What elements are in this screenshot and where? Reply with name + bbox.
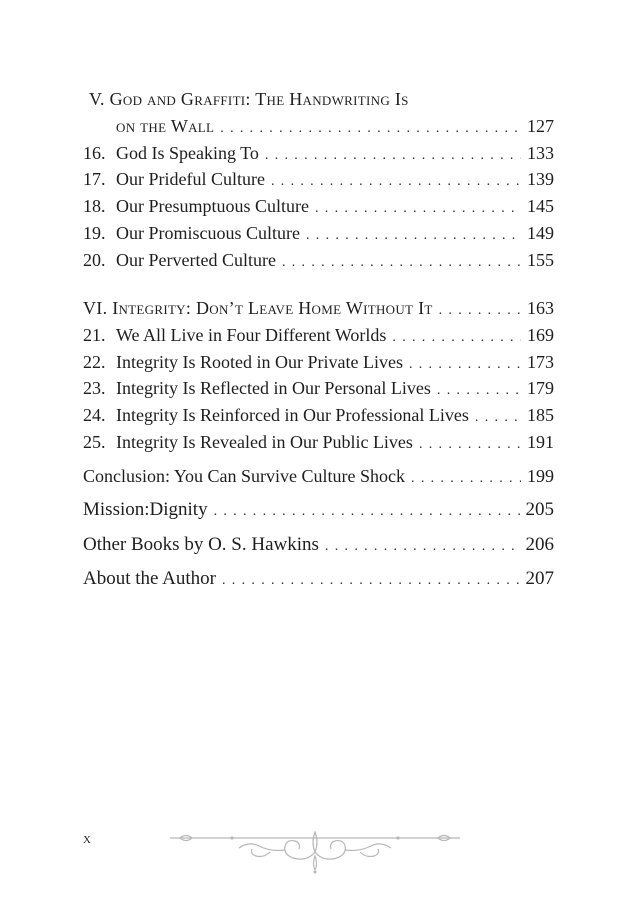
dot-leader xyxy=(439,297,521,322)
toc-entry-other-books[interactable] xyxy=(83,534,554,558)
dot-leader xyxy=(271,168,521,193)
entry-title: Other Books by O. S. Hawkins xyxy=(83,534,319,555)
dot-leader xyxy=(315,195,521,220)
page-number: 139 xyxy=(527,169,554,189)
page-number: 179 xyxy=(527,378,554,398)
dot-leader xyxy=(437,377,521,402)
page-number: 205 xyxy=(525,499,554,520)
page-number: 173 xyxy=(527,352,554,372)
toc-entry-about-author[interactable] xyxy=(83,568,554,592)
chapter-number: 16. xyxy=(83,143,106,163)
toc-entry-20[interactable] xyxy=(83,249,554,274)
page-number: 127 xyxy=(527,116,554,136)
chapter-number: 25. xyxy=(83,432,106,452)
page-number: 206 xyxy=(525,534,554,555)
page-number: 169 xyxy=(527,325,554,345)
toc-entry-conclusion[interactable] xyxy=(83,465,554,490)
chapter-number: 24. xyxy=(83,405,106,425)
chapter-title: Integrity Is Rooted in Our Private Lives xyxy=(116,352,403,372)
dot-leader xyxy=(419,431,521,456)
dot-leader xyxy=(214,499,520,523)
dot-leader xyxy=(265,142,521,167)
toc-entry-18[interactable] xyxy=(83,195,554,220)
dot-leader xyxy=(222,568,520,592)
page-number: 149 xyxy=(527,223,554,243)
page-number: 199 xyxy=(527,466,554,486)
chapter-title: Integrity Is Revealed in Our Public Lives xyxy=(116,432,413,452)
chapter-title: Integrity Is Reflected in Our Personal Lives xyxy=(116,378,431,398)
toc-entry-21[interactable] xyxy=(83,324,554,349)
chapter-title: Our Prideful Culture xyxy=(116,169,265,189)
chapter-title: Our Perverted Culture xyxy=(116,250,276,270)
page-number: 145 xyxy=(527,196,554,216)
chapter-title: Our Presumptuous Culture xyxy=(116,196,309,216)
chapter-title: God Is Speaking To xyxy=(116,143,259,163)
page-number: 163 xyxy=(527,298,554,318)
toc-entry-22[interactable] xyxy=(83,351,554,376)
page-number: 155 xyxy=(527,250,554,270)
chapter-title: We All Live in Four Different Worlds xyxy=(116,325,387,345)
toc-entry-mission-dignity[interactable] xyxy=(83,499,554,523)
chapter-number: 19. xyxy=(83,223,106,243)
entry-title: Mission:Dignity xyxy=(83,499,208,520)
page-number: 133 xyxy=(527,143,554,163)
part-vi-heading[interactable] xyxy=(83,297,554,322)
toc-entry-19[interactable] xyxy=(83,222,554,247)
page-number: 191 xyxy=(527,432,554,452)
chapter-number: 18. xyxy=(83,196,106,216)
chapter-number: 21. xyxy=(83,325,106,345)
part-v-heading-continued[interactable] xyxy=(116,115,554,140)
part-v-title: V. God and Graffiti: The Handwriting Is xyxy=(89,89,409,109)
part-vi-title: VI. Integrity: Don’t Leave Home Without It xyxy=(83,298,433,318)
chapter-title: Our Promiscuous Culture xyxy=(116,223,300,243)
page-number: 207 xyxy=(525,568,554,589)
dot-leader xyxy=(409,351,521,376)
part-v-heading xyxy=(89,88,554,110)
toc-entry-25[interactable] xyxy=(83,431,554,456)
toc-entry-16[interactable] xyxy=(83,142,554,167)
floral-scroll-ornament-icon xyxy=(170,826,460,876)
chapter-number: 22. xyxy=(83,352,106,372)
toc-entry-23[interactable] xyxy=(83,377,554,402)
entry-title: About the Author xyxy=(83,568,216,589)
chapter-title: Integrity Is Reinforced in Our Professional Lives xyxy=(116,405,469,425)
dot-leader xyxy=(306,222,521,247)
dot-leader xyxy=(475,404,521,429)
chapter-number: 23. xyxy=(83,378,106,398)
part-v-title-continued: on the Wall xyxy=(116,116,215,136)
dot-leader xyxy=(411,465,521,490)
dot-leader xyxy=(392,324,521,349)
dot-leader xyxy=(282,249,521,274)
page-number: 185 xyxy=(527,405,554,425)
page-folio: x xyxy=(83,830,91,847)
toc-entry-17[interactable] xyxy=(83,168,554,193)
chapter-number: 20. xyxy=(83,250,106,270)
toc-entry-24[interactable] xyxy=(83,404,554,429)
entry-title: Conclusion: You Can Survive Culture Shock xyxy=(83,466,406,486)
dot-leader xyxy=(220,115,521,140)
chapter-number: 17. xyxy=(83,169,106,189)
dot-leader xyxy=(325,534,520,558)
